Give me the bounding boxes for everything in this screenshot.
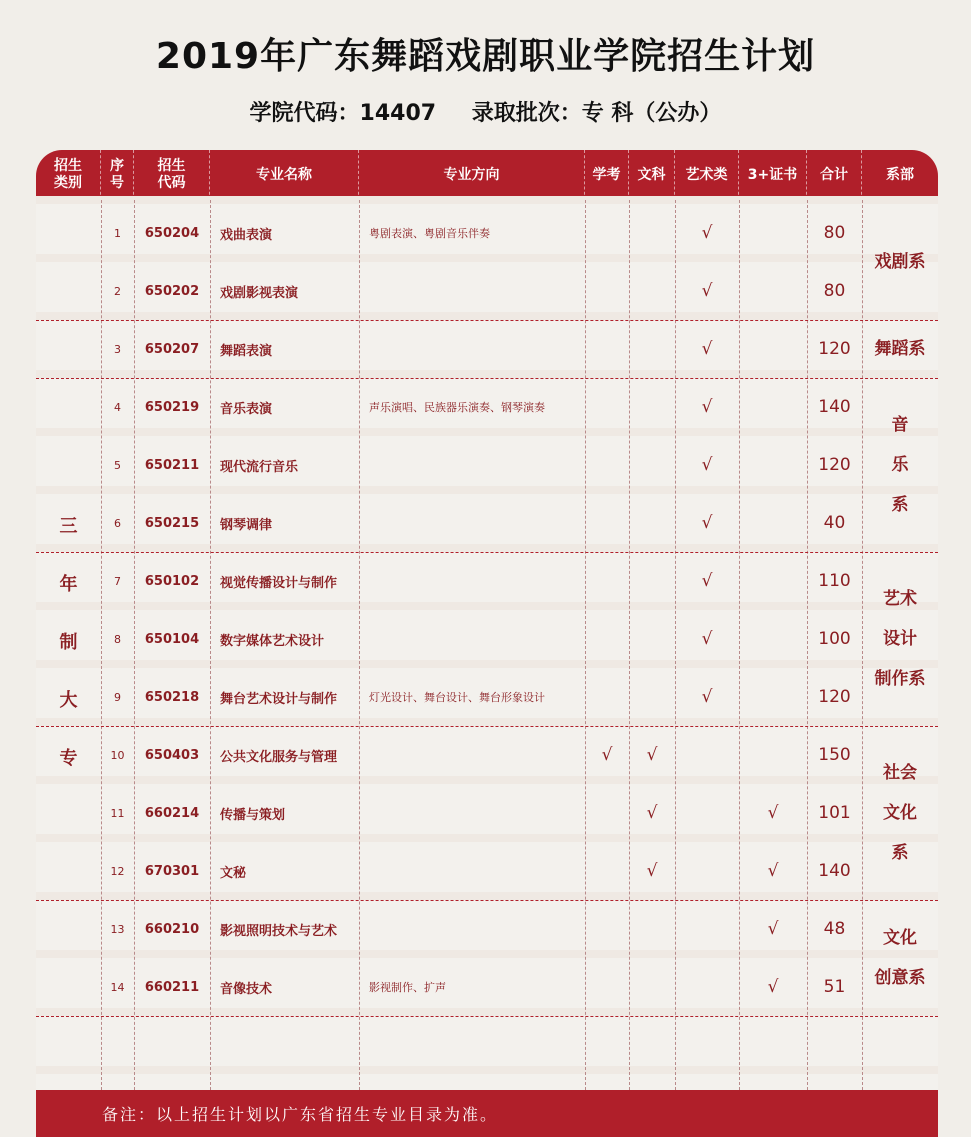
cell-wenke: √ — [646, 803, 658, 823]
cell-code: 650204 — [144, 225, 200, 241]
cell-cert — [739, 378, 807, 436]
cell-yishu: √ — [701, 281, 713, 301]
cell-cert: √ — [767, 919, 779, 939]
column-divider — [675, 200, 676, 1090]
department-label — [862, 378, 938, 552]
cell-seq: 6 — [114, 516, 121, 530]
cell-total: 80 — [823, 281, 846, 301]
cell-total: 140 — [818, 861, 851, 881]
cell-total: 120 — [818, 339, 851, 359]
cell-wenke — [629, 436, 675, 494]
cell-code: 670301 — [144, 863, 200, 879]
cell-xuekao — [585, 494, 629, 552]
cell-code: 660214 — [144, 805, 200, 821]
category-char: 三 — [59, 516, 78, 537]
cell-major: 钢琴调律 — [220, 517, 273, 533]
cell-direction: 声乐演唱、民族器乐演奏、钢琴演奏 — [369, 401, 545, 414]
column-divider — [807, 200, 808, 1090]
cell-major: 舞蹈表演 — [220, 343, 273, 359]
cell-major: 音像技术 — [220, 981, 273, 997]
column-divider — [739, 200, 740, 1090]
cell-wenke: √ — [646, 861, 658, 881]
cell-cert — [739, 204, 807, 262]
table-header — [36, 150, 938, 200]
cell-major: 戏曲表演 — [220, 227, 273, 243]
cell-direction — [359, 320, 585, 378]
cell-yishu: √ — [701, 629, 713, 649]
cell-cert — [739, 436, 807, 494]
department-line: 系 — [891, 843, 909, 863]
cell-yishu: √ — [701, 455, 713, 475]
cell-code: 650102 — [144, 573, 200, 589]
group-divider — [36, 726, 938, 727]
cell-yishu: √ — [701, 223, 713, 243]
cell-total: 48 — [823, 919, 846, 939]
cell-code: 650218 — [144, 689, 200, 705]
cell-yishu: √ — [701, 687, 713, 707]
department-line: 戏剧系 — [874, 252, 926, 272]
footer-text: 备注：以上招生计划以广东省招生专业目录为准。 — [102, 1105, 499, 1124]
cell-direction — [359, 784, 585, 842]
cell-xuekao — [585, 204, 629, 262]
cell-total: 101 — [818, 803, 851, 823]
table-row — [36, 320, 938, 378]
cell-direction — [359, 262, 585, 320]
cell-wenke — [629, 900, 675, 958]
department-label — [862, 552, 938, 726]
cell-total: 110 — [818, 571, 851, 591]
cell-seq: 1 — [114, 226, 121, 240]
cell-xuekao — [585, 552, 629, 610]
cell-direction — [359, 552, 585, 610]
group-divider — [36, 900, 938, 901]
cell-yishu: √ — [701, 571, 713, 591]
cell-wenke — [629, 494, 675, 552]
cell-major: 音乐表演 — [220, 401, 273, 417]
cell-seq: 3 — [114, 342, 121, 356]
cell-seq: 10 — [110, 748, 125, 762]
cell-code: 650104 — [144, 631, 200, 647]
cell-major: 公共文化服务与管理 — [220, 749, 338, 765]
cell-seq: 9 — [114, 690, 121, 704]
cell-direction — [359, 900, 585, 958]
cell-seq: 5 — [114, 458, 121, 472]
cell-major: 影视照明技术与艺术 — [220, 923, 338, 939]
cell-xuekao — [585, 668, 629, 726]
cell-total: 140 — [818, 397, 851, 417]
cell-code: 650202 — [144, 283, 200, 299]
cell-major: 戏剧影视表演 — [220, 285, 299, 301]
category-char: 年 — [59, 574, 78, 595]
cell-code: 650215 — [144, 515, 200, 531]
cell-direction — [359, 726, 585, 784]
table-body — [36, 200, 938, 1090]
page-title: 2019年广东舞蹈戏剧职业学院招生计划 — [155, 36, 816, 77]
cell-xuekao — [585, 610, 629, 668]
group-divider — [36, 378, 938, 379]
cell-cert — [739, 262, 807, 320]
cell-xuekao — [585, 842, 629, 900]
cell-cert — [739, 726, 807, 784]
cell-total: 80 — [823, 223, 846, 243]
cell-yishu — [675, 784, 739, 842]
cell-wenke — [629, 958, 675, 1016]
department-label — [862, 900, 938, 1016]
column-divider — [359, 200, 360, 1090]
cell-wenke — [629, 320, 675, 378]
cell-yishu — [675, 726, 739, 784]
department-label — [862, 726, 938, 900]
header-category: 招生类别 — [36, 150, 101, 200]
cell-wenke — [629, 204, 675, 262]
cell-seq: 14 — [110, 980, 125, 994]
column-divider — [134, 200, 135, 1090]
cell-code: 660211 — [144, 979, 200, 995]
cell-major: 数字媒体艺术设计 — [220, 633, 325, 649]
cell-wenke — [629, 610, 675, 668]
cell-code: 650219 — [144, 399, 200, 415]
cell-xuekao — [585, 436, 629, 494]
cell-major: 传播与策划 — [220, 807, 286, 823]
cell-seq: 2 — [114, 284, 121, 298]
cell-yishu: √ — [701, 397, 713, 417]
cell-seq: 11 — [110, 806, 125, 820]
cell-code: 660210 — [144, 921, 200, 937]
cell-seq: 12 — [110, 864, 125, 878]
cell-cert — [739, 552, 807, 610]
cell-total: 150 — [818, 745, 851, 765]
department-line: 文化 — [883, 928, 917, 948]
cell-xuekao — [585, 900, 629, 958]
group-divider — [36, 552, 938, 553]
cell-direction: 灯光设计、舞台设计、舞台形象设计 — [369, 691, 545, 704]
cell-cert — [739, 494, 807, 552]
footer-note — [36, 1090, 938, 1137]
cell-yishu: √ — [701, 513, 713, 533]
department-line: 文化 — [883, 803, 917, 823]
table-row — [36, 668, 938, 726]
cell-direction — [359, 436, 585, 494]
cell-code: 650211 — [144, 457, 200, 473]
cell-cert: √ — [767, 803, 779, 823]
column-divider — [629, 200, 630, 1090]
cell-cert: √ — [767, 977, 779, 997]
header-code: 招生代码 — [134, 150, 210, 200]
cell-code: 650403 — [144, 747, 200, 763]
category-char: 制 — [59, 632, 78, 653]
cell-direction: 粤剧表演、粤剧音乐伴奏 — [369, 227, 490, 240]
cell-direction — [359, 610, 585, 668]
header-xuekao: 学考 — [585, 150, 629, 200]
cell-cert — [739, 668, 807, 726]
department-line: 舞蹈系 — [874, 339, 926, 359]
cell-xuekao — [585, 958, 629, 1016]
cell-direction — [359, 842, 585, 900]
cell-xuekao — [585, 320, 629, 378]
table-row — [36, 436, 938, 494]
cell-major: 文秘 — [220, 865, 247, 881]
cell-seq: 4 — [114, 400, 121, 414]
cell-cert — [739, 320, 807, 378]
department-label — [862, 320, 938, 378]
cell-wenke — [629, 668, 675, 726]
cell-total: 51 — [823, 977, 846, 997]
row-band — [36, 196, 938, 204]
empty-row — [36, 1016, 938, 1074]
table-row — [36, 610, 938, 668]
cell-total: 120 — [818, 455, 851, 475]
department-line: 音 — [891, 415, 909, 435]
page-subtitle — [0, 96, 971, 127]
group-divider — [36, 1016, 938, 1017]
department-line: 创意系 — [874, 968, 926, 988]
header-yishu: 艺术类 — [675, 150, 739, 200]
cell-total: 120 — [818, 687, 851, 707]
header-direction: 专业方向 — [359, 150, 585, 200]
table-row — [36, 842, 938, 900]
cell-yishu — [675, 842, 739, 900]
cell-xuekao — [585, 378, 629, 436]
table-row — [36, 958, 938, 1016]
header-total: 合计 — [807, 150, 862, 200]
column-divider — [585, 200, 586, 1090]
table-row — [36, 784, 938, 842]
cell-code: 650207 — [144, 341, 200, 357]
department-line: 设计 — [883, 629, 917, 649]
column-divider — [210, 200, 211, 1090]
header-seq: 序号 — [101, 150, 134, 200]
cell-major: 视觉传播设计与制作 — [220, 575, 338, 591]
header-wenke: 文科 — [629, 150, 675, 200]
department-label — [862, 204, 938, 320]
cell-wenke — [629, 552, 675, 610]
department-line: 社会 — [883, 763, 917, 783]
header-dept: 系部 — [886, 166, 914, 183]
cell-wenke: √ — [646, 745, 658, 765]
cell-cert: √ — [767, 861, 779, 881]
cell-yishu — [675, 900, 739, 958]
cell-wenke — [629, 262, 675, 320]
group-divider — [36, 320, 938, 321]
category-char: 专 — [59, 748, 78, 769]
header-major: 专业名称 — [210, 150, 359, 200]
cell-xuekao — [585, 262, 629, 320]
cell-direction — [359, 494, 585, 552]
category-char: 大 — [59, 690, 78, 711]
cell-cert — [739, 610, 807, 668]
cell-major: 舞台艺术设计与制作 — [220, 691, 338, 707]
table-row — [36, 204, 938, 262]
college-code: 学院代码：14407 — [249, 101, 437, 126]
department-line: 乐 — [891, 455, 909, 475]
table-row — [36, 726, 938, 784]
cell-total: 100 — [818, 629, 851, 649]
cell-yishu: √ — [701, 339, 713, 359]
header-cert: 3+证书 — [739, 150, 807, 200]
table-row — [36, 494, 938, 552]
enrollment-table — [36, 150, 938, 1137]
table-row — [36, 900, 938, 958]
department-line: 艺术 — [883, 589, 917, 609]
department-line: 系 — [891, 495, 909, 515]
admission-batch: 录取批次：专 科（公办） — [471, 101, 722, 126]
cell-major: 现代流行音乐 — [220, 459, 299, 475]
cell-xuekao: √ — [601, 745, 613, 765]
cell-yishu — [675, 958, 739, 1016]
table-row — [36, 378, 938, 436]
cell-direction: 影视制作、扩声 — [369, 981, 446, 994]
cell-seq: 13 — [110, 922, 125, 936]
table-row — [36, 262, 938, 320]
department-line: 制作系 — [874, 669, 926, 689]
cell-total: 40 — [823, 513, 846, 533]
table-row — [36, 552, 938, 610]
cell-seq: 8 — [114, 632, 121, 646]
cell-wenke — [629, 378, 675, 436]
cell-seq: 7 — [114, 574, 121, 588]
cell-xuekao — [585, 784, 629, 842]
column-divider — [101, 200, 102, 1090]
